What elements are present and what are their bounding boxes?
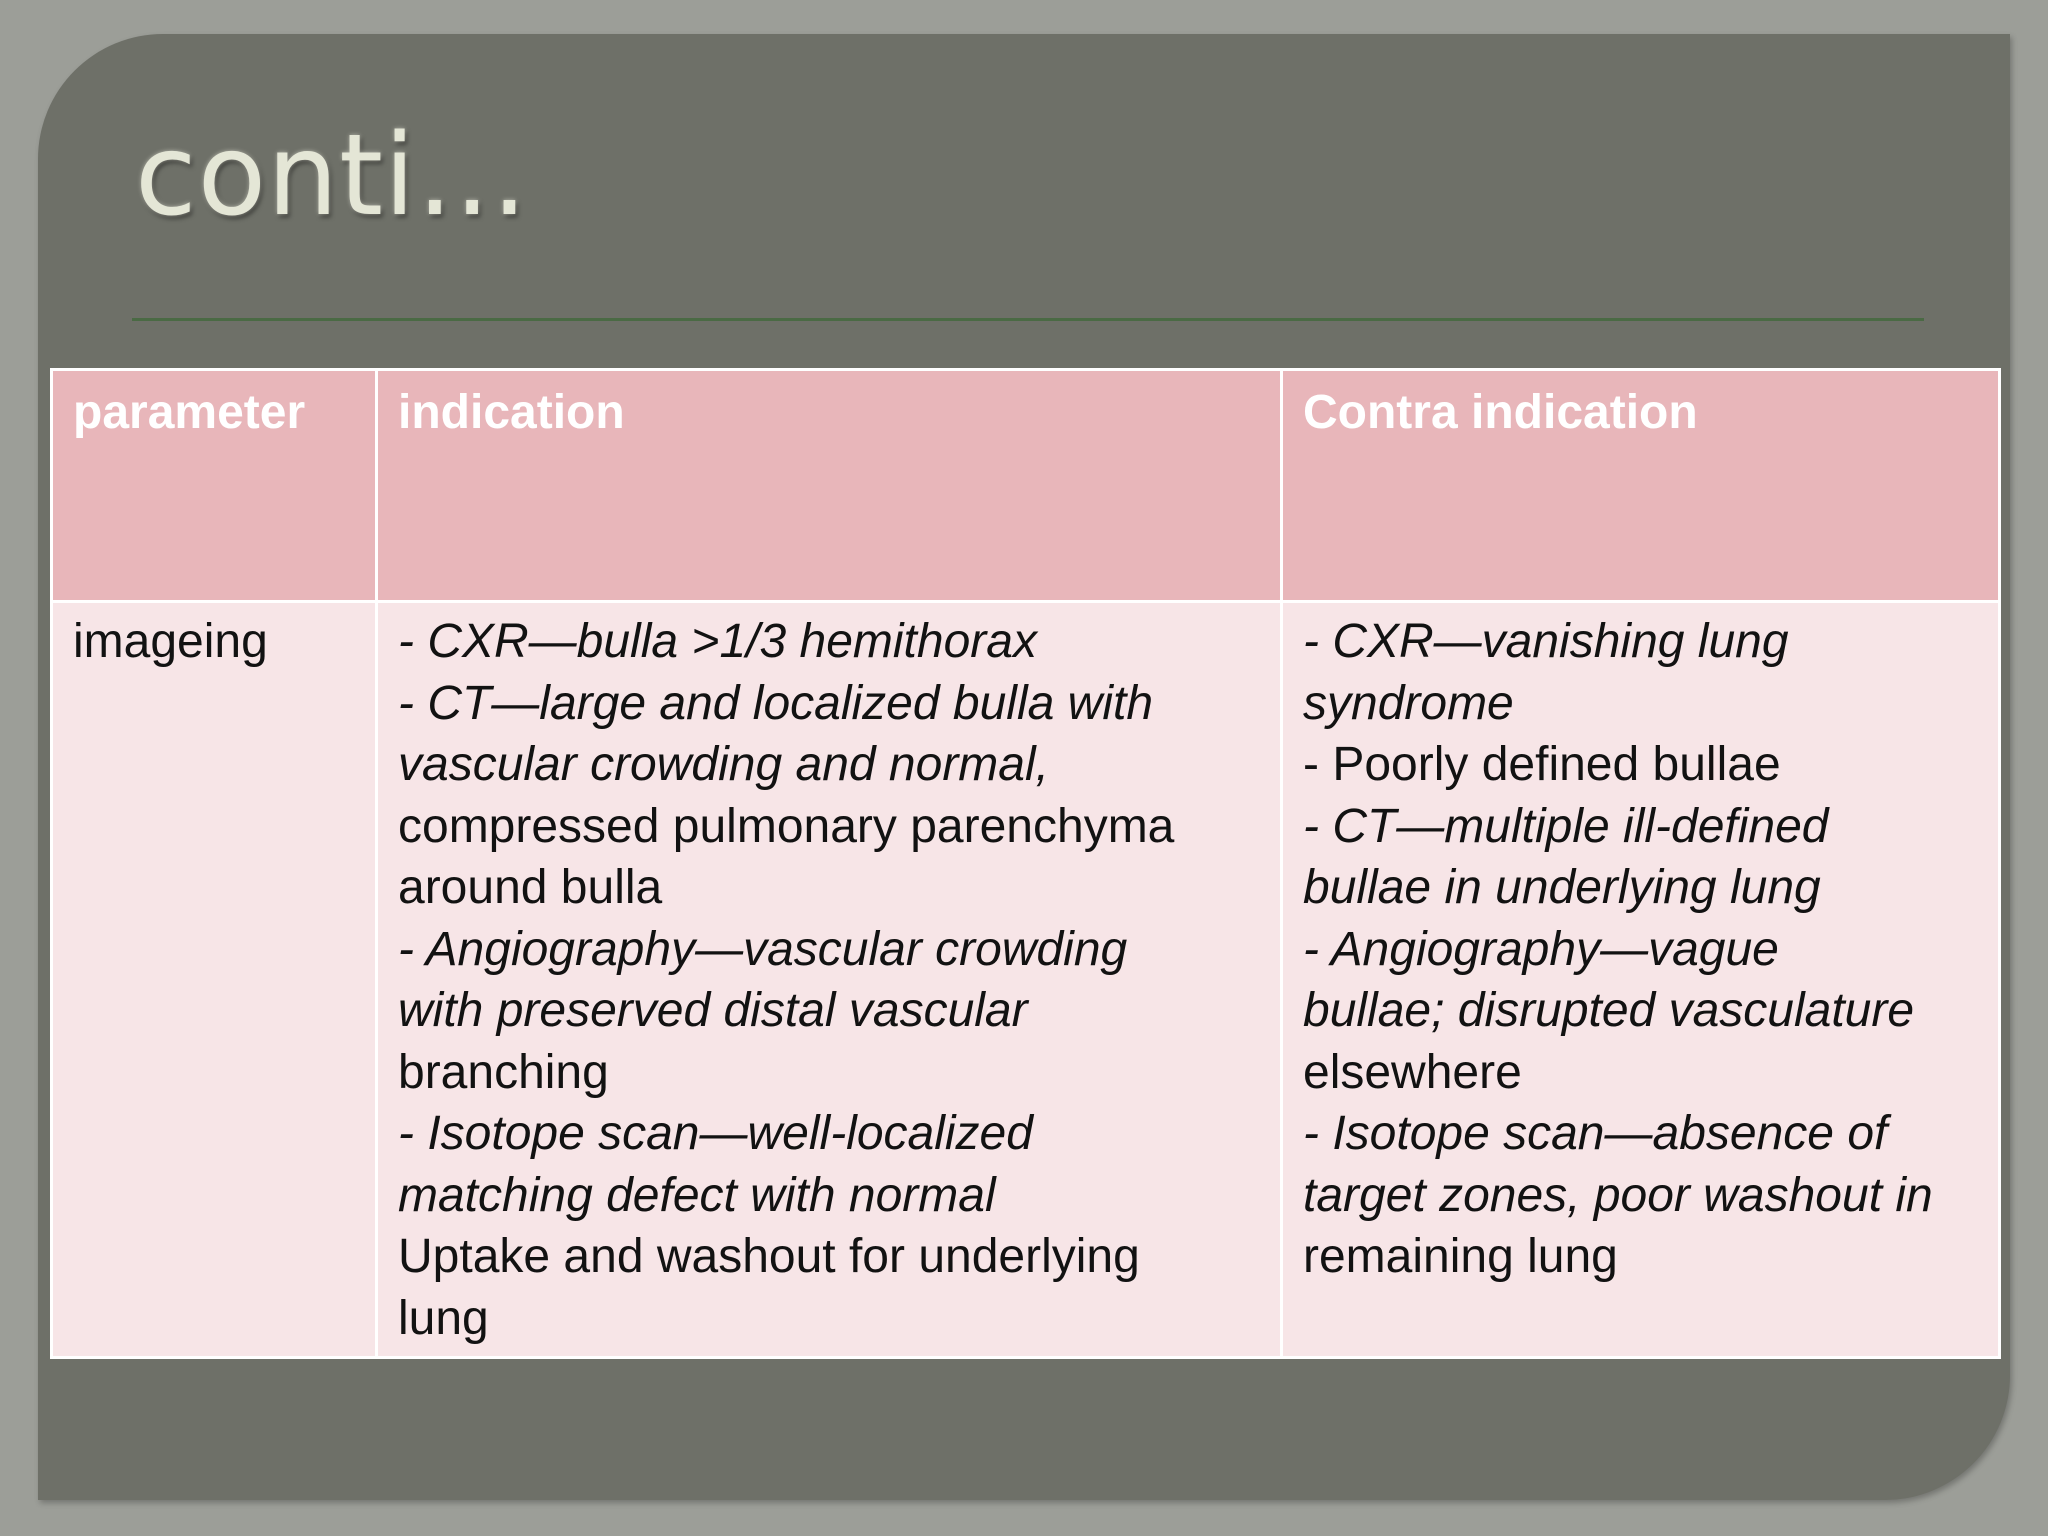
indication-line: - Angiography—vascular crowding xyxy=(398,922,1128,976)
comparison-table xyxy=(50,368,2001,1359)
contra-line: - Angiography—vague xyxy=(1303,922,1779,976)
table-header-row xyxy=(52,370,2000,602)
indication-line: - CXR—bulla >1/3 hemithorax xyxy=(398,615,1037,668)
cell-contra-indication xyxy=(1282,602,2000,1358)
cell-indication xyxy=(377,602,1282,1358)
table-row xyxy=(52,602,2000,1358)
cell-parameter: imageing xyxy=(52,602,377,1358)
contra-line: - Isotope scan—absence of xyxy=(1303,1107,1888,1160)
slide-title: conti… xyxy=(135,111,530,241)
indication-line: branching xyxy=(398,1045,609,1099)
contra-line: bullae; disrupted vasculature xyxy=(1303,984,1915,1037)
contra-line: remaining lung xyxy=(1303,1230,1618,1283)
header-parameter: parameter xyxy=(52,370,377,602)
header-contra-indication: Contra indication xyxy=(1282,370,2000,602)
contra-line: - CXR—vanishing lung xyxy=(1303,615,1789,668)
indication-line: Uptake and washout for underlying xyxy=(398,1230,1140,1283)
contra-line: target zones, poor washout in xyxy=(1303,1168,1933,1222)
contra-line: - CT—multiple ill-defined xyxy=(1303,799,1829,853)
contra-line: syndrome xyxy=(1303,676,1514,730)
contra-line: elsewhere xyxy=(1303,1045,1522,1099)
contra-line: bullae in underlying lung xyxy=(1303,861,1821,914)
indication-line: lung xyxy=(398,1291,489,1345)
header-indication: indication xyxy=(377,370,1282,602)
contra-line: - Poorly defined bullae xyxy=(1303,738,1781,791)
indication-line: matching defect with normal xyxy=(398,1168,996,1222)
indication-line: around bulla xyxy=(398,861,663,914)
indication-line: - Isotope scan—well-localized xyxy=(398,1107,1033,1160)
indication-line: with preserved distal vascular xyxy=(398,984,1028,1037)
indication-line: compressed pulmonary parenchyma xyxy=(398,799,1175,853)
indication-line: vascular crowding and normal, xyxy=(398,738,1049,791)
indication-line: - CT—large and localized bulla with xyxy=(398,676,1154,730)
title-divider xyxy=(132,318,1924,321)
